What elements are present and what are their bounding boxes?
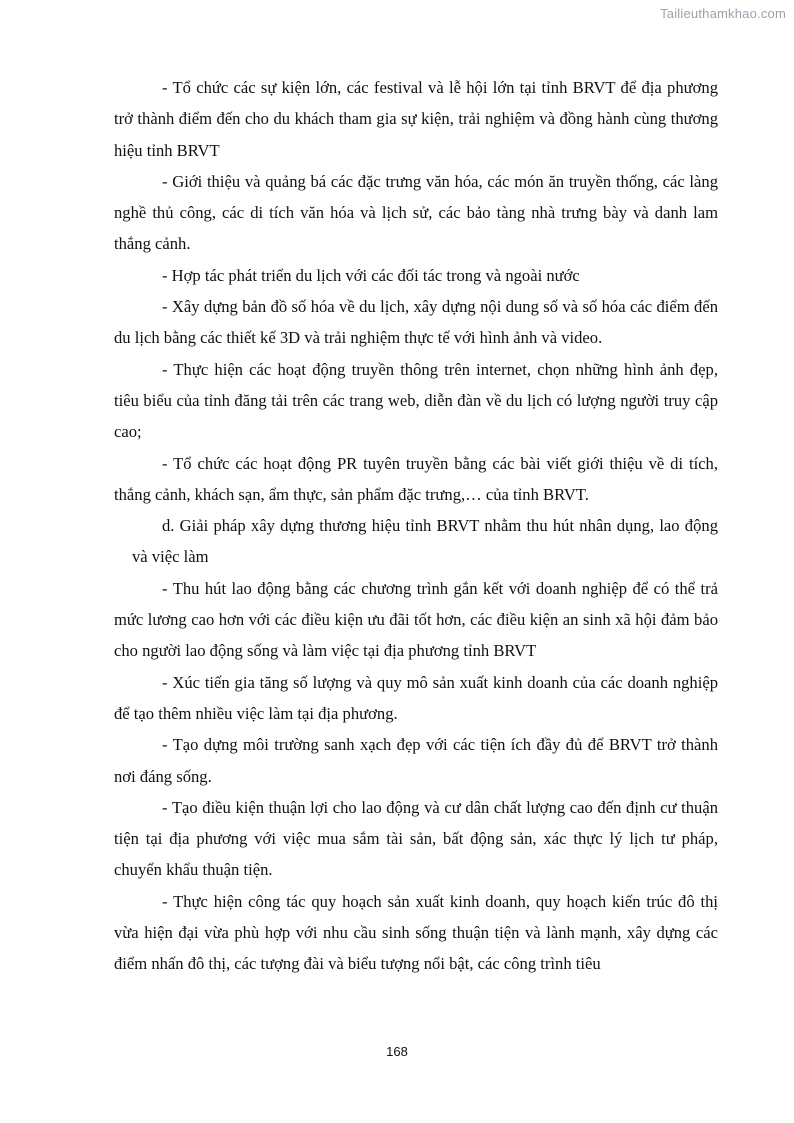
paragraph-11: - Thực hiện công tác quy hoạch sản xuất kinh doanh, quy hoạch kiến trúc đô thị vừa hiện đại vừa phù hợp với nhu cầu sinh sống thuận tiện và lành mạnh, xây dựng các điểm nhấn đô thị, các tượng đài và biểu tượng nổi bật, các công trình tiêu <box>114 891 718 974</box>
paragraph-7: - Thu hút lao động bằng các chương trình gắn kết với doanh nghiệp để có thể trả mức lương cao hơn với các điều kiện ưu đãi tốt hơn, các điều kiện an sinh xã hội đảm bảo cho người lao động sống và làm việc tại địa phương tỉnh BRVT <box>114 578 718 661</box>
paragraph-2: - Giới thiệu và quảng bá các đặc trưng văn hóa, các món ăn truyền thống, các làng nghề thủ công, các di tích văn hóa và lịch sử, các bảo tàng nhà trưng bày và danh lam thắng cảnh. <box>114 171 718 254</box>
paragraph-10: - Tạo điều kiện thuận lợi cho lao động và cư dân chất lượng cao đến định cư thuận tiện tại địa phương với việc mua sắm tài sản, bất động sản, xác thực lý lịch tư pháp, chuyển khẩu thuận tiện. <box>114 797 718 880</box>
paragraph-9: - Tạo dựng môi trường sanh xạch đẹp với các tiện ích đầy đủ để BRVT trở thành nơi đáng sống. <box>114 735 718 786</box>
paragraph-1: - Tổ chức các sự kiện lớn, các festival và lễ hội lớn tại tỉnh BRVT để địa phương trở thành điểm đến cho du khách tham gia sự kiện, trải nghiệm và đồng hành cùng thương hiệu tỉnh BRVT <box>114 78 718 160</box>
page-number: 168 <box>386 1044 408 1059</box>
paragraph-5: - Thực hiện các hoạt động truyền thông trên internet, chọn những hình ảnh đẹp, tiêu biểu của tỉnh đăng tải trên các trang web, diễn đàn về du lịch có lượng người truy cập cao; <box>114 359 718 442</box>
section-heading-d: d. Giải pháp xây dựng thương hiệu tỉnh BRVT nhằm thu hút nhân dụng, lao động và việc làm <box>132 516 718 567</box>
watermark: Tailieuthamkhao.com <box>660 6 786 21</box>
document-body <box>114 72 718 980</box>
paragraph-8: - Xúc tiến gia tăng số lượng và quy mô sản xuất kinh doanh của các doanh nghiệp để tạo thêm nhiều việc làm tại địa phương. <box>114 672 718 723</box>
paragraph-4: - Xây dựng bản đồ số hóa về du lịch, xây dựng nội dung số và số hóa các điểm đến du lịch bằng các thiết kế 3D và trải nghiệm thực tế với hình ảnh và video. <box>114 297 718 348</box>
paragraph-3: - Hợp tác phát triển du lịch với các đối tác trong và ngoài nước <box>162 265 580 285</box>
paragraph-6: - Tổ chức các hoạt động PR tuyên truyền bằng các bài viết giới thiệu về di tích, thắng cảnh, khách sạn, ẩm thực, sản phẩm đặc trưng,… của tỉnh BRVT. <box>114 453 718 504</box>
